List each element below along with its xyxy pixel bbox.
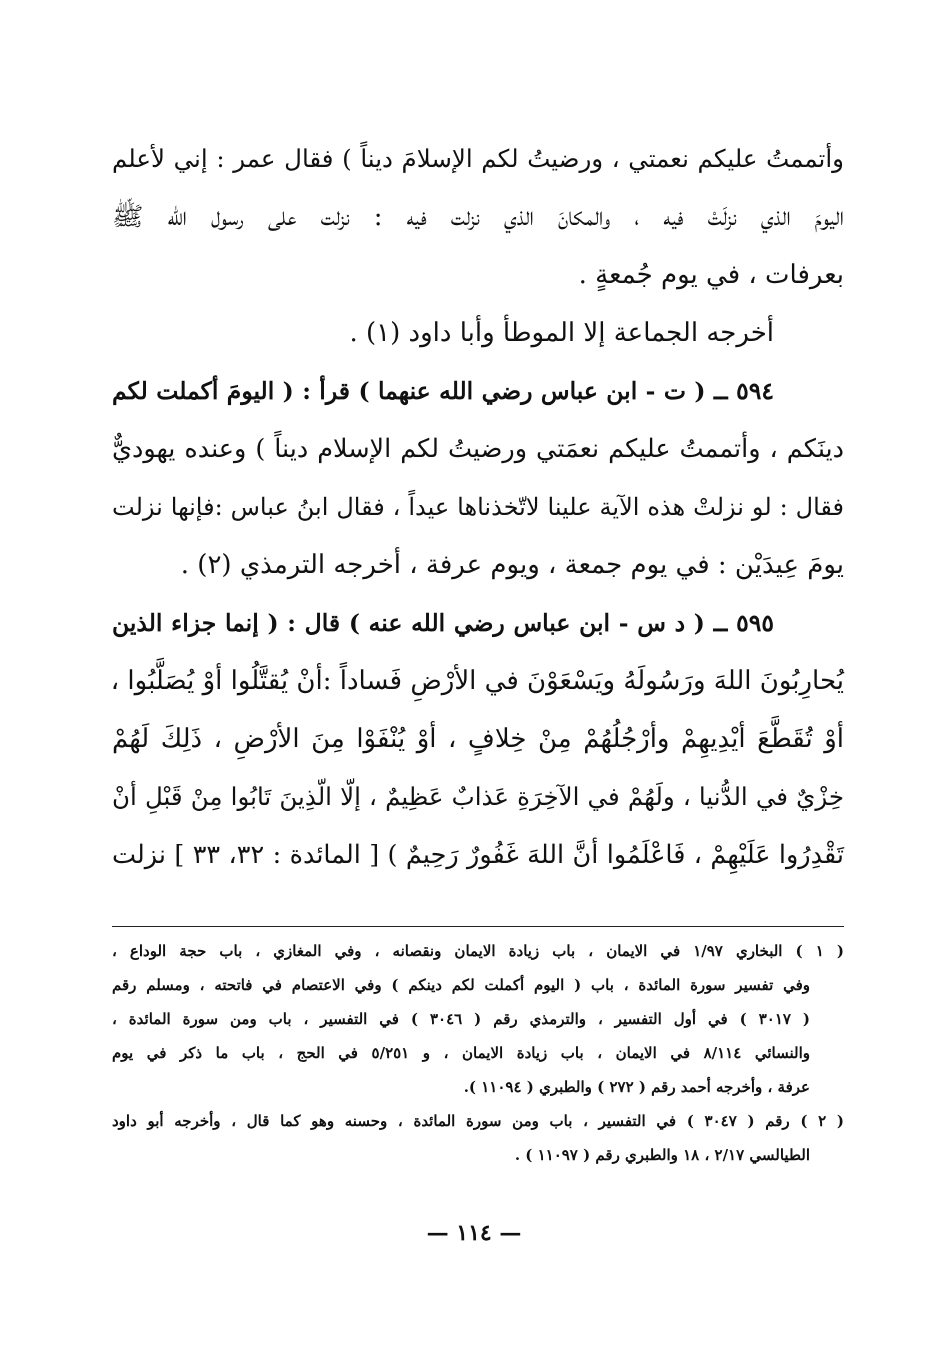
footnote-2-line-1: ( ٢ ) رقم ( ٣٠٤٧ ) في التفسير ، باب ومن سورة المائدة ، وحسنه وهو كما قال ، وأخرجه أبو داود bbox=[112, 1112, 844, 1130]
footnote-1-line-2: وفي تفسير سورة المائدة ، باب ( اليوم أكملت لكم دينكم ) وفي الاعتصام في فاتحته ، ومسلم رقم bbox=[112, 976, 810, 994]
text-line-6: دينَكم ، وأتممتُ عليكم نعمَتي ورضيتُ لكم الإسلام ديناً ) وعنده يهوديٌّ bbox=[112, 434, 844, 464]
hadith-595-heading: ٥٩٥ ــ ( د س - ابن عباس رضي الله عنه ) قال : ( إنما جزاء الذين bbox=[112, 609, 774, 637]
footnote-1-line-5: عرفة ، وأخرجه أحمد رقم ( ٢٧٢ ) والطبري ( ١١٠٩٤ ). bbox=[463, 1078, 810, 1096]
footnotes bbox=[112, 934, 844, 1172]
text-line-8: يومَ عِيدَيْن : في يوم جمعة ، ويوم عرفة ، أخرجه الترمذي (٢) . bbox=[180, 550, 844, 580]
quran-line-2: أوْ تُقَطَّعَ أيْدِيهِمْ وأرْجُلُهُمْ مِنْ خِلافٍ ، أوْ يُنْفَوْا مِنَ الأرْضِ ، ذَلِكَ لَهُمْ bbox=[112, 724, 844, 754]
footnote-divider bbox=[112, 926, 844, 927]
footnote-2-line-2: الطيالسي ٢/١٧ ، ١٨ والطبري رقم ( ١١٠٩٧ ) . bbox=[514, 1146, 810, 1164]
page-number: — ١١٤ — bbox=[426, 1220, 522, 1246]
quran-line-4: تَقْدِرُوا عَلَيْهِمْ ، فَاعْلَمُوا أنَّ اللهَ غَفُورٌ رَحِيمٌ ) [ المائدة : ٣٢، ٣٣ ] نزلت bbox=[112, 840, 844, 870]
footnote-1-line-4: والنسائي ٨/١١٤ في الايمان ، باب زيادة الايمان ، و ٥/٢٥١ في الحج ، باب ما ذكر في يوم bbox=[112, 1044, 810, 1062]
quran-line-1: يُحارِبُونَ اللهَ ورَسُولَهُ ويَسْعَوْنَ في الأرْضِ فَساداً :أنْ يُقتَّلُوا أوْ يُصَلَّبُوا ، bbox=[110, 666, 844, 696]
text-line-1: وأتممتُ عليكم نعمتي ، ورضيتُ لكم الإسلامَ ديناً ) فقال عمر : إني لأعلم bbox=[112, 144, 844, 173]
text-line-4: أخرجه الجماعة إلا الموطأ وأبا داود (١) . bbox=[349, 318, 774, 348]
quran-line-3: خِزْيٌ في الدُّنيا ، ولَهُمْ في الآخِرَةِ عَذابٌ عَظِيمٌ ، إلّا الّذِينَ تَابُوا مِنْ قَبْلِ أنْ bbox=[112, 782, 844, 811]
hadith-594-heading: ٥٩٤ ــ ( ت - ابن عباس رضي الله عنهما ) قرأ : ( اليومَ أكملت لكم bbox=[112, 377, 774, 405]
text-line-2: اليومَ الذي نزلَتْ فيه ، والمكانَ الذي نزلت فيه : نزلت على رسول الله ﷺ bbox=[112, 202, 844, 232]
footnote-1-line-1: ( ١ ) البخاري ١/٩٧ في الايمان ، باب زيادة الايمان ونقصانه ، وفي المغازي ، باب حجة الوداع ، bbox=[112, 942, 845, 960]
text-line-7: فقال : لو نزلتْ هذه الآية علينا لاتّخذناها عيداً ، فقال ابنُ عباس :فإنها نزلت bbox=[112, 493, 844, 521]
main-text bbox=[112, 130, 844, 884]
text-line-3: بعرفات ، في يوم جُمعةٍ . bbox=[578, 260, 844, 290]
footnote-1-line-3: ( ٣٠١٧ ) في أول التفسير ، والترمذي رقم ( ٣٠٤٦ ) في التفسير ، باب ومن سورة المائدة ، bbox=[112, 1010, 810, 1028]
